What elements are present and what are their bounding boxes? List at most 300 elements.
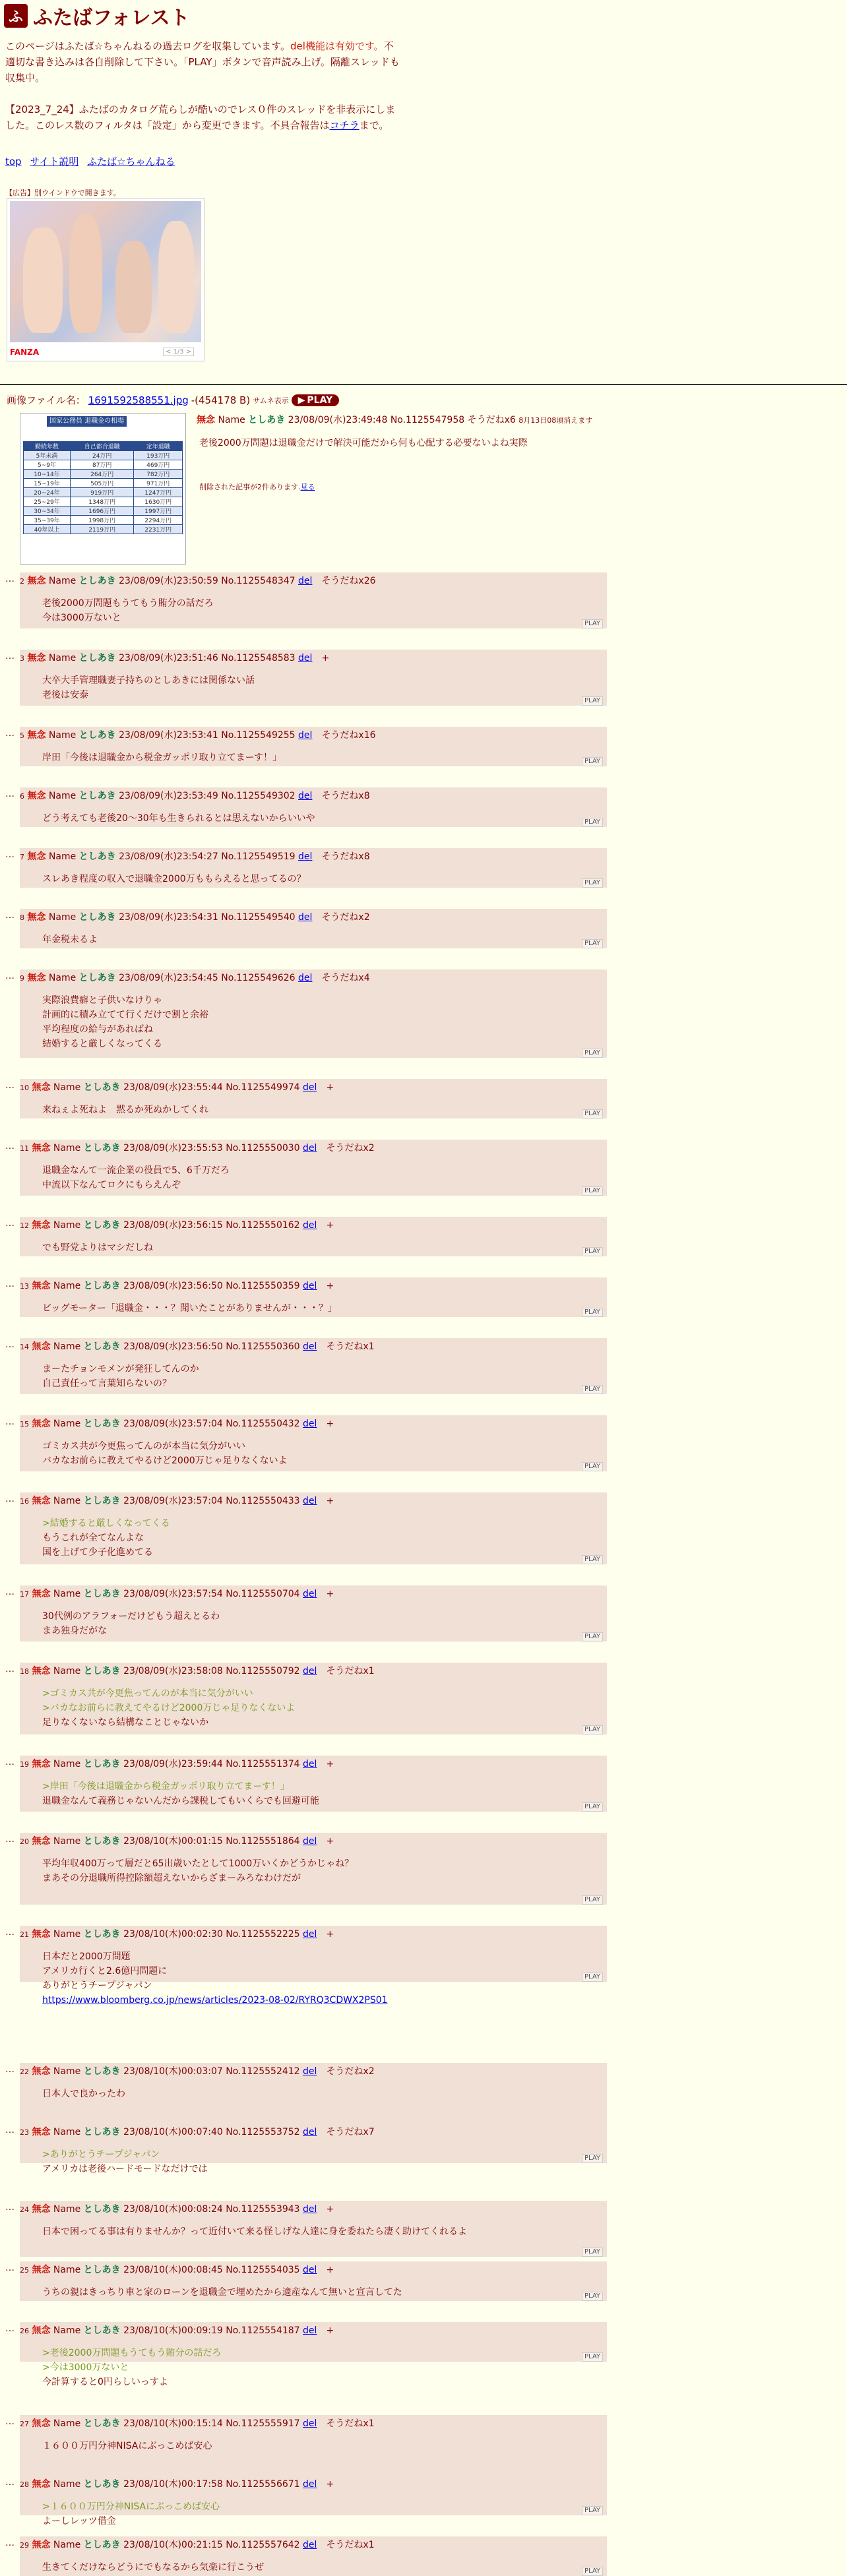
thumb-table-cell: 定年退職 bbox=[134, 442, 183, 451]
reply-number[interactable]: No.1125550432 bbox=[226, 1419, 300, 1429]
reply-box bbox=[20, 848, 607, 888]
reply-del-link[interactable]: del bbox=[303, 2066, 317, 2077]
reply-number[interactable]: No.1125552412 bbox=[226, 2066, 300, 2077]
reply-play-button[interactable]: PLAY bbox=[582, 939, 603, 948]
reply-text-line: 生きてくだけならどうにでもなるから気楽に行こうぜ bbox=[42, 2562, 264, 2573]
reply-row bbox=[5, 969, 607, 1058]
reply-play-button[interactable]: PLAY bbox=[582, 1385, 603, 1394]
reply-sodane[interactable]: + bbox=[326, 2265, 334, 2275]
reply-body bbox=[20, 2337, 607, 2389]
thumb-table-cell: 24万円 bbox=[70, 451, 134, 460]
reply-del-link[interactable]: del bbox=[303, 1496, 317, 1506]
reply-header bbox=[20, 1415, 607, 1430]
reply-box bbox=[20, 1492, 607, 1564]
reply-del-link[interactable]: del bbox=[298, 576, 313, 586]
reply-text-line: 30代例のアラフォーだけどもう超えとるわ bbox=[42, 1611, 220, 1622]
reply-text-line: 実際浪費癖と子供いなけりゃ bbox=[42, 995, 162, 1006]
thumb-caption: 国家公務員 退職金の相場 bbox=[47, 416, 127, 427]
reply-name: としあき bbox=[78, 576, 116, 586]
reply-row bbox=[5, 1756, 607, 1812]
reply-sodane[interactable]: + bbox=[321, 653, 330, 663]
reply-sodane[interactable]: + bbox=[326, 1759, 334, 1769]
reply-play-button[interactable]: PLAY bbox=[582, 2567, 603, 2576]
reply-text-line: バカなお前らに教えてやるけど2000万じゃ足りなくないよ bbox=[42, 1456, 288, 1466]
reply-text-line: どう考えても老後20〜30年も生きられるとは思えないからいいや bbox=[42, 813, 315, 824]
reply-name-label: Name bbox=[53, 1281, 81, 1291]
reply-name-label: Name bbox=[53, 1220, 81, 1231]
reply-body bbox=[20, 1093, 607, 1117]
reply-sodane[interactable]: そうだねx8 bbox=[321, 851, 370, 862]
reply-del-link[interactable]: del bbox=[298, 973, 313, 983]
reply-sodane[interactable]: そうだねx7 bbox=[326, 2127, 375, 2137]
thumb-table-row bbox=[24, 470, 183, 479]
play-icon: ▶ bbox=[298, 394, 305, 406]
reply-sodane[interactable]: そうだねx2 bbox=[326, 2066, 375, 2077]
top-nav bbox=[5, 154, 181, 168]
reply-row bbox=[5, 2322, 607, 2387]
reply-del-link[interactable]: del bbox=[298, 791, 313, 801]
reply-subject: 無念 bbox=[32, 1759, 51, 1769]
reply-del-link[interactable]: del bbox=[303, 1341, 317, 1352]
file-size: -(454178 B) bbox=[191, 394, 251, 406]
reply-row bbox=[5, 2201, 607, 2257]
reply-subject: 無念 bbox=[32, 1666, 51, 1676]
reply-del-link[interactable]: del bbox=[303, 1143, 317, 1153]
reply-subject: 無念 bbox=[27, 653, 46, 663]
ad-label: 【広告】別ウインドウで開きます。 bbox=[5, 189, 121, 197]
thumb-table-cell: 2231万円 bbox=[134, 525, 183, 534]
reply-box bbox=[20, 1415, 607, 1471]
reply-sodane[interactable]: + bbox=[326, 1496, 334, 1506]
reply-dots: … bbox=[5, 2538, 15, 2548]
reply-del-link[interactable]: del bbox=[298, 912, 313, 923]
reply-del-link[interactable]: del bbox=[303, 1281, 317, 1291]
ad-banner[interactable] bbox=[7, 198, 204, 361]
reply-quote-line: >結婚すると厳しくなってくる bbox=[42, 1518, 170, 1529]
reply-name: としあき bbox=[83, 1082, 121, 1093]
reply-play-button[interactable]: PLAY bbox=[582, 2248, 603, 2257]
reply-subject: 無念 bbox=[32, 1143, 51, 1153]
reply-dots: … bbox=[5, 1587, 15, 1597]
reply-number[interactable]: No.1125550433 bbox=[226, 1496, 300, 1506]
reply-name-label: Name bbox=[53, 2066, 81, 2077]
reply-row bbox=[5, 1492, 607, 1564]
reply-number[interactable]: No.1125557642 bbox=[226, 2540, 300, 2550]
reply-datetime: 23/08/10(木)00:21:15 bbox=[123, 2540, 223, 2550]
reply-number[interactable]: No.1125551864 bbox=[226, 1836, 300, 1847]
reply-name-label: Name bbox=[53, 2204, 81, 2215]
reply-box bbox=[20, 1079, 607, 1119]
reply-dots: … bbox=[5, 2202, 15, 2213]
reply-sodane[interactable]: + bbox=[326, 1082, 334, 1093]
site-title: ふたばフォレスト bbox=[33, 7, 190, 30]
reply-text-line: 老後2000万問題もうてもう賄分の話だろ bbox=[42, 598, 214, 609]
reply-number[interactable]: No.1125549302 bbox=[221, 791, 296, 801]
reply-index: 26 bbox=[20, 2327, 29, 2335]
reply-play-button[interactable]: PLAY bbox=[582, 1049, 603, 1058]
thumb-table-cell: 1247万円 bbox=[134, 488, 183, 497]
reply-index: 16 bbox=[20, 1497, 29, 1506]
reply-play-button[interactable]: PLAY bbox=[582, 619, 603, 629]
reply-body bbox=[20, 2138, 607, 2176]
reply-number[interactable]: No.1125555917 bbox=[226, 2418, 300, 2429]
thumb-table-row bbox=[24, 451, 183, 460]
reply-body bbox=[20, 923, 607, 947]
reply-name-label: Name bbox=[53, 2479, 81, 2490]
reply-del-link[interactable]: del bbox=[303, 2479, 317, 2490]
reply-play-button[interactable]: PLAY bbox=[582, 1462, 603, 1471]
reply-body bbox=[20, 1507, 607, 1560]
reply-number[interactable]: No.1125552225 bbox=[226, 1929, 300, 1940]
reply-subject: 無念 bbox=[27, 851, 46, 862]
reply-play-button[interactable]: PLAY bbox=[582, 818, 603, 827]
reply-name: としあき bbox=[78, 791, 116, 801]
thumb-table-cell: 20~24年 bbox=[24, 488, 71, 497]
reply-subject: 無念 bbox=[32, 2540, 51, 2550]
reply-play-button[interactable]: PLAY bbox=[582, 2506, 603, 2515]
reply-sodane[interactable]: そうだねx16 bbox=[321, 730, 376, 741]
reply-quote-line: >老後2000万問題もうてもう賄分の話だろ bbox=[42, 2348, 222, 2358]
reply-play-button[interactable]: PLAY bbox=[582, 878, 603, 888]
reply-sodane[interactable]: + bbox=[326, 1836, 334, 1847]
reply-datetime: 23/08/09(水)23:56:50 bbox=[123, 1341, 223, 1352]
op-number: No.1125547958 bbox=[390, 415, 465, 425]
reply-subject: 無念 bbox=[32, 1589, 51, 1599]
reply-del-link[interactable]: del bbox=[303, 1419, 317, 1429]
reply-text-line: 平均年収400万って層だと65出歳いたとして1000万いくかどうかじゃね？ bbox=[42, 1858, 354, 1869]
reply-name: としあき bbox=[83, 1419, 121, 1429]
reply-text-line: もうこれが全てなんよな bbox=[42, 1533, 144, 1543]
thumb-table-row bbox=[24, 525, 183, 534]
reply-text-line: １６００万円分神NISAにぶっこめば安心 bbox=[42, 2441, 212, 2451]
reply-box bbox=[20, 969, 607, 1058]
reply-header bbox=[20, 2201, 607, 2215]
reply-number[interactable]: No.1125551374 bbox=[226, 1759, 300, 1769]
reply-box bbox=[20, 727, 607, 766]
thumb-table-cell: 1997万円 bbox=[134, 506, 183, 516]
deleted-show-link[interactable]: 見る bbox=[300, 483, 315, 491]
reply-text-line: 岸田「今後は退職金から税金ガッポリ取り立てまーす！」 bbox=[42, 752, 282, 763]
reply-number[interactable]: No.1125553943 bbox=[226, 2204, 300, 2215]
reply-play-button[interactable]: PLAY bbox=[582, 2352, 603, 2362]
reply-header bbox=[20, 1277, 607, 1292]
file-label: 画像ファイル名： bbox=[7, 394, 86, 406]
op-thumbnail[interactable] bbox=[20, 413, 186, 565]
reply-del-link[interactable]: del bbox=[303, 2127, 317, 2137]
reply-header bbox=[20, 2124, 607, 2138]
reply-dots: … bbox=[5, 971, 15, 981]
reply-body bbox=[20, 1600, 607, 1638]
reply-number[interactable]: No.1125549255 bbox=[221, 730, 296, 741]
reply-name-label: Name bbox=[53, 2127, 81, 2137]
thumb-table-row bbox=[24, 479, 183, 488]
reply-play-button[interactable]: PLAY bbox=[582, 1308, 603, 1317]
reply-dots: … bbox=[5, 2416, 15, 2427]
reply-del-link[interactable]: del bbox=[303, 2204, 317, 2215]
reply-datetime: 23/08/09(水)23:51:46 bbox=[119, 653, 218, 663]
reply-sodane[interactable]: + bbox=[326, 1281, 334, 1291]
reply-box bbox=[20, 2261, 607, 2301]
reply-subject: 無念 bbox=[32, 2418, 51, 2429]
ad-pager[interactable]: < 1/3 > bbox=[163, 348, 194, 356]
reply-sodane[interactable]: + bbox=[326, 1589, 334, 1599]
reply-header bbox=[20, 2261, 607, 2276]
reply-sodane[interactable]: そうだねx1 bbox=[326, 1341, 375, 1352]
reply-quote-line: >１６００万円分神NISAにぶっこめば安心 bbox=[42, 2501, 220, 2512]
nav-about-link[interactable]: サイト説明 bbox=[30, 156, 79, 168]
reply-body bbox=[20, 664, 607, 702]
reply-subject: 無念 bbox=[32, 2204, 51, 2215]
reply-play-button[interactable]: PLAY bbox=[582, 2154, 603, 2163]
reply-sodane[interactable]: そうだねx8 bbox=[321, 791, 370, 801]
reply-play-button[interactable]: PLAY bbox=[582, 1109, 603, 1119]
reply-number[interactable]: No.1125553752 bbox=[226, 2127, 300, 2137]
reply-box bbox=[20, 572, 607, 629]
file-link[interactable]: 1691592588551.jpg bbox=[88, 394, 189, 406]
thumb-table-cell: 自己都合退職 bbox=[70, 442, 134, 451]
reply-name: としあき bbox=[83, 2127, 121, 2137]
reply-play-button[interactable]: PLAY bbox=[582, 1802, 603, 1812]
thumb-table-cell: 勤続年数 bbox=[24, 442, 71, 451]
site-intro bbox=[5, 38, 401, 133]
reply-name: としあき bbox=[83, 2418, 121, 2429]
reply-row bbox=[5, 727, 607, 766]
thumb-table-row bbox=[24, 497, 183, 506]
reply-sodane[interactable]: そうだねx4 bbox=[321, 973, 370, 983]
reply-subject: 無念 bbox=[32, 2127, 51, 2137]
reply-del-link[interactable]: del bbox=[303, 1759, 317, 1769]
reply-header bbox=[20, 2063, 607, 2077]
reply-quote-line: >岸田「今後は退職金から税金ガッポリ取り立てまーす！」 bbox=[42, 1781, 290, 1792]
reply-play-button[interactable]: PLAY bbox=[582, 2292, 603, 2301]
reply-number[interactable]: No.1125550360 bbox=[226, 1341, 300, 1352]
reply-del-link[interactable]: del bbox=[303, 1929, 317, 1940]
reply-sodane[interactable]: + bbox=[326, 1929, 334, 1940]
intro-del-note: del機能は有効です。 bbox=[290, 40, 384, 52]
reply-name: としあき bbox=[78, 973, 116, 983]
site-logo[interactable]: ふ bbox=[4, 4, 28, 28]
reply-subject: 無念 bbox=[32, 1220, 51, 1231]
thumb-table-cell: 87万円 bbox=[70, 460, 134, 470]
reply-sodane[interactable]: + bbox=[326, 1419, 334, 1429]
reply-del-link[interactable]: del bbox=[303, 2418, 317, 2429]
reply-number[interactable]: No.1125550359 bbox=[226, 1281, 300, 1291]
reply-datetime: 23/08/09(水)23:57:04 bbox=[123, 1419, 223, 1429]
reply-number[interactable]: No.1125548347 bbox=[221, 576, 296, 586]
reply-name: としあき bbox=[83, 1836, 121, 1847]
reply-number[interactable]: No.1125550704 bbox=[226, 1589, 300, 1599]
reply-sodane[interactable]: そうだねx1 bbox=[326, 1666, 375, 1676]
thumb-table-row bbox=[24, 506, 183, 516]
reply-sodane[interactable]: そうだねx26 bbox=[321, 576, 376, 586]
reply-body bbox=[20, 2077, 607, 2101]
reply-dots: … bbox=[5, 2323, 15, 2334]
reply-name-label: Name bbox=[53, 1419, 81, 1429]
reply-text-line: アメリカ行くと2.6億円問題に bbox=[42, 1966, 168, 1977]
reply-play-button[interactable]: PLAY bbox=[582, 1247, 603, 1256]
reply-body bbox=[20, 1154, 607, 1192]
reply-number[interactable]: No.1125550162 bbox=[226, 1220, 300, 1231]
reply-name-label: Name bbox=[48, 851, 77, 862]
reply-del-link[interactable]: del bbox=[303, 1082, 317, 1093]
reply-del-link[interactable]: del bbox=[298, 653, 313, 663]
reply-text-line: 日本で困ってる事は有りませんか？って近付いて来る怪しげな人達に身を委ねたら凄く助けてくれるよ bbox=[42, 2226, 467, 2237]
reply-del-link[interactable]: del bbox=[303, 1220, 317, 1231]
reply-sodane[interactable]: + bbox=[326, 1220, 334, 1231]
reply-body bbox=[20, 1231, 607, 1255]
reply-sodane[interactable]: そうだねx1 bbox=[326, 2540, 375, 2550]
reply-index: 15 bbox=[20, 1420, 29, 1428]
reply-header bbox=[20, 1217, 607, 1231]
reply-number[interactable]: No.1125549519 bbox=[221, 851, 296, 862]
reply-index: 8 bbox=[20, 913, 24, 922]
reply-number[interactable]: No.1125550030 bbox=[226, 1143, 300, 1153]
reply-text-line: アメリカは老後ハードモードなだけでは bbox=[42, 2164, 208, 2174]
reply-play-button[interactable]: PLAY bbox=[582, 1973, 603, 1982]
reply-index: 29 bbox=[20, 2541, 29, 2550]
reply-play-button[interactable]: PLAY bbox=[582, 1186, 603, 1196]
reply-del-link[interactable]: del bbox=[298, 851, 313, 862]
reply-datetime: 23/08/09(水)23:59:44 bbox=[123, 1759, 223, 1769]
op-file-line bbox=[7, 393, 339, 407]
reply-number[interactable]: No.1125548583 bbox=[221, 653, 296, 663]
reply-dots: … bbox=[5, 1279, 15, 1289]
reply-name: としあき bbox=[83, 1220, 121, 1231]
reply-datetime: 23/08/09(水)23:58:08 bbox=[123, 1666, 223, 1676]
reply-number[interactable]: No.1125556671 bbox=[226, 2479, 300, 2490]
reply-subject: 無念 bbox=[32, 2265, 51, 2275]
reply-name: としあき bbox=[78, 653, 116, 663]
reply-text-line: まあ独身だがな bbox=[42, 1626, 107, 1636]
reply-sodane[interactable]: + bbox=[326, 2204, 334, 2215]
reply-dots: … bbox=[5, 1141, 15, 1151]
thumb-table-cell: 1348万円 bbox=[70, 497, 134, 506]
reply-sodane[interactable]: + bbox=[326, 2325, 334, 2336]
reply-index: 11 bbox=[20, 1144, 29, 1153]
thumb-table-cell: 1630万円 bbox=[134, 497, 183, 506]
reply-play-button[interactable]: PLAY bbox=[582, 757, 603, 766]
reply-text-line: 平均程度の給与があればね bbox=[42, 1024, 153, 1035]
reply-index: 14 bbox=[20, 1343, 29, 1351]
reply-del-link[interactable]: del bbox=[303, 2325, 317, 2336]
reply-header bbox=[20, 1338, 607, 1353]
reply-dots: … bbox=[5, 789, 15, 799]
reply-header bbox=[20, 572, 607, 587]
reply-text-line: 退職金なんて一流企業の役員で5、6千万だろ bbox=[42, 1165, 230, 1176]
reply-name-label: Name bbox=[53, 2265, 81, 2275]
reply-box bbox=[20, 1926, 607, 2006]
reply-index: 28 bbox=[20, 2480, 29, 2489]
nav-top-link[interactable]: top bbox=[5, 156, 22, 168]
reply-name-label: Name bbox=[53, 1341, 81, 1352]
reply-dots: … bbox=[5, 651, 15, 661]
op-sodane[interactable]: そうだねx6 bbox=[467, 415, 516, 425]
reply-del-link[interactable]: del bbox=[303, 1836, 317, 1847]
reply-body bbox=[20, 1770, 607, 1808]
reply-text-line: まーたチョンモメンが発狂してんのか bbox=[42, 1364, 199, 1374]
reply-url-link[interactable]: https://www.bloomberg.co.jp/news/articles/2023-08-02/RYRQ3CDWX2PS01 bbox=[42, 1995, 388, 2006]
reply-box bbox=[20, 2124, 607, 2174]
reply-row bbox=[5, 2536, 607, 2576]
reply-name-label: Name bbox=[48, 912, 77, 923]
reply-header bbox=[20, 2322, 607, 2337]
reply-play-button[interactable]: PLAY bbox=[582, 1555, 603, 1564]
reply-subject: 無念 bbox=[27, 730, 46, 741]
reply-sodane[interactable]: そうだねx2 bbox=[326, 1143, 375, 1153]
thumb-table-cell: 505万円 bbox=[70, 479, 134, 488]
reply-sodane[interactable]: そうだねx1 bbox=[326, 2418, 375, 2429]
ad-image[interactable] bbox=[10, 201, 201, 342]
reply-sodane[interactable]: そうだねx2 bbox=[321, 912, 370, 923]
reply-quote-line: >ゴミカス共が今更焦ってんのが本当に気分がいい bbox=[42, 1688, 253, 1699]
thumb-table bbox=[23, 441, 183, 534]
thumb-table-cell: 10~14年 bbox=[24, 470, 71, 479]
reply-datetime: 23/08/09(水)23:53:41 bbox=[119, 730, 218, 741]
reply-number[interactable]: No.1125554187 bbox=[226, 2325, 300, 2336]
reply-body bbox=[20, 2551, 607, 2575]
reply-header bbox=[20, 1833, 607, 1847]
reply-row bbox=[5, 1663, 607, 1734]
reply-del-link[interactable]: del bbox=[303, 2265, 317, 2275]
nav-futaba-link[interactable]: ふたば☆ちゃんねる bbox=[87, 156, 175, 168]
reply-play-button[interactable]: PLAY bbox=[582, 696, 603, 706]
reply-number[interactable]: No.1125549626 bbox=[221, 973, 296, 983]
reply-subject: 無念 bbox=[27, 912, 46, 923]
reply-box bbox=[20, 1833, 607, 1905]
reply-box bbox=[20, 650, 607, 706]
reply-header bbox=[20, 727, 607, 741]
reply-datetime: 23/08/09(水)23:55:53 bbox=[123, 1143, 223, 1153]
reply-number[interactable]: No.1125549540 bbox=[221, 912, 296, 923]
reply-name: としあき bbox=[83, 2066, 121, 2077]
deleted-count: 削除された記事が2件あります. bbox=[199, 483, 301, 491]
reply-play-button[interactable]: PLAY bbox=[582, 1895, 603, 1905]
reply-datetime: 23/08/10(木)00:07:40 bbox=[123, 2127, 223, 2137]
reply-play-button[interactable]: PLAY bbox=[582, 1632, 603, 1641]
reply-box bbox=[20, 787, 607, 827]
reply-name-label: Name bbox=[53, 2325, 81, 2336]
reply-number[interactable]: No.1125549974 bbox=[226, 1082, 300, 1093]
reply-del-link[interactable]: del bbox=[303, 1666, 317, 1676]
reply-del-link[interactable]: del bbox=[298, 730, 313, 741]
reply-name-label: Name bbox=[53, 1836, 81, 1847]
reply-header bbox=[20, 909, 607, 923]
reply-index: 7 bbox=[20, 853, 24, 861]
thumb-table-cell: 1998万円 bbox=[70, 516, 134, 525]
op-expire: 8月13日08頃消えます bbox=[518, 416, 593, 425]
reply-name-label: Name bbox=[53, 1143, 81, 1153]
report-link[interactable]: コチラ bbox=[329, 119, 360, 131]
reply-number[interactable]: No.1125554035 bbox=[226, 2265, 300, 2275]
reply-play-button[interactable]: PLAY bbox=[582, 1725, 603, 1734]
reply-text-line: まあその分退職所得控除額超えないからざまーみろなわけだが bbox=[42, 1873, 301, 1884]
reply-row bbox=[5, 650, 607, 706]
reply-number[interactable]: No.1125550792 bbox=[226, 1666, 300, 1676]
reply-dots: … bbox=[5, 1494, 15, 1504]
op-subject: 無念 bbox=[197, 415, 215, 425]
thumb-table-cell: 1696万円 bbox=[70, 506, 134, 516]
op-play-button[interactable] bbox=[292, 394, 340, 406]
thumb-table-row bbox=[24, 442, 183, 451]
reply-box bbox=[20, 909, 607, 948]
reply-datetime: 23/08/10(木)00:17:58 bbox=[123, 2479, 223, 2490]
reply-index: 10 bbox=[20, 1084, 29, 1092]
reply-del-link[interactable]: del bbox=[303, 2540, 317, 2550]
reply-name-label: Name bbox=[53, 1929, 81, 1940]
reply-del-link[interactable]: del bbox=[303, 1589, 317, 1599]
reply-dots: … bbox=[5, 2477, 15, 2488]
reply-sodane[interactable]: + bbox=[326, 2479, 334, 2490]
